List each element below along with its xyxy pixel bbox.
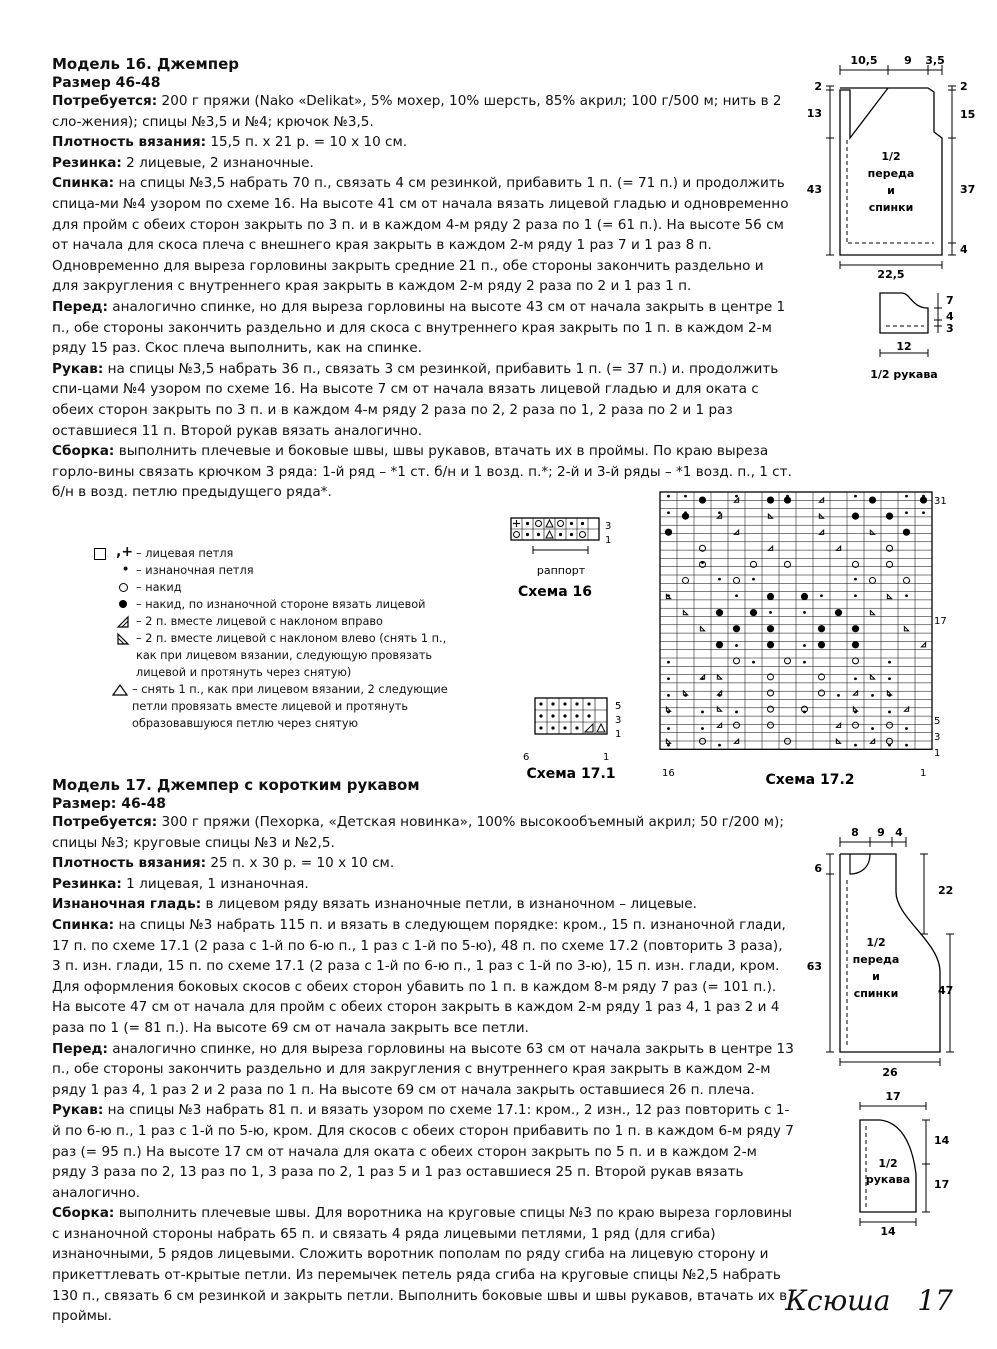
model16-para-text: 2 лицевые, 2 изнаночные. [121, 154, 314, 171]
purl-dot [905, 727, 908, 730]
k2tog-right-icon [116, 616, 130, 628]
k2tog-left-mark [700, 627, 704, 631]
model16-para-text: 15,5 п. х 21 р. = 10 х 10 см. [206, 134, 408, 151]
purl-dot [803, 661, 806, 664]
yarn-over-mark [700, 545, 706, 551]
legend-text-6: – 2 п. вместе лицевой с наклоном влево (снять 1 п., как при лицевом вязании, следующую провязать лицевой и протянуть через снятую) [136, 632, 447, 679]
k2tog-right-mark [853, 691, 857, 695]
purl-dot [667, 727, 670, 730]
model17-para-text: на спицы №3 набрать 81 п. и вязать узором по схеме 17.1: кром., 2 изн., 12 раз повторить с 1-й по 6-ю п., 1 раз с 1-й по 5-ю, кром. Для скосов с обеих сторон прибавить по 1 п. в каждом 6-м ряду 7 раз (= 95 п.) На высоте 17 см от начала для оката с обеих сторон закрыть по 5 п. и в каждом 2-м ряду 3 раза по 2, 13 раз по 1, 3 раза по 2, 1 раз 5 и 1 раз оставшиеся 25 п. Второй рукав вязать аналогично. [52, 1102, 794, 1201]
dim-left-mid: 13 [806, 107, 822, 120]
chart-label: 6 [523, 752, 530, 763]
yarn-over-mark [887, 722, 893, 728]
purl-dot [575, 726, 578, 729]
yarn-over-mark [904, 577, 910, 583]
purl-dot [559, 533, 562, 536]
chart-label: 3 [615, 715, 622, 726]
purl-dot [888, 711, 891, 714]
yarn-over-icon [119, 583, 128, 592]
purl-dot [735, 495, 738, 498]
model16-para [52, 359, 794, 441]
purl-dot [563, 714, 566, 717]
k2tog-left-mark [819, 514, 823, 518]
filled-yo-mark [852, 513, 859, 520]
page-number: 17 [917, 1284, 953, 1317]
sleeve17-label-1: 1/2 [878, 1157, 898, 1170]
yarn-over-mark [768, 722, 774, 728]
chart-label: 31 [934, 496, 947, 507]
model17-body [52, 812, 794, 1327]
chart-label: 1 [603, 752, 610, 763]
purl-dot [871, 727, 874, 730]
purl-dot [905, 495, 908, 498]
purl-dot [539, 726, 542, 729]
model17-para-text: на спицы №3 набрать 115 п. и вязать в следующем порядке: кром., 15 п. изнаночной глади, 17 п. по схеме 17.1 (2 раза с 1-й по 6-ю п., 1 раз с 1-й по 5-ю), 48 п. по схеме 17.2 (повторить 3 раза), 3 п. изн. глади, 15 п. по схеме 17.1 (2 раза с 1-й по 6-ю п., 1 раз с 1-й по 3-ю), 15 п. изн. глади, кром. Для оформления боковых скосов с обеих сторон убавить по 1 п. в каждом 8-м ряду 7 раз (= 101 п.). На высоте 47 см от начала для пройм с обеих сторон закрыть в каждом 2-м ряду 1 раз 4, 1 раз 2 и 4 раза по 1 (= 81 п.). На высоте 69 см от начала закрыть все петли. [52, 916, 786, 1036]
purl-dot [854, 594, 857, 597]
k2tog-left-mark [683, 610, 687, 614]
purl-dot [563, 726, 566, 729]
chart-label: 3 [934, 732, 941, 743]
k2tog-right-mark [836, 546, 840, 550]
chart-17-2 [652, 490, 962, 790]
purl-dot [803, 644, 806, 647]
knit-plus-icon: ,+ [116, 544, 134, 560]
model17-para-text: 25 п. х 30 р. = 10 х 10 см. [206, 855, 395, 872]
purl-dot [718, 578, 721, 581]
model17-para-label: Сборка: [52, 1205, 115, 1222]
purl-dot [735, 644, 738, 647]
model16-para [52, 153, 794, 174]
purl-dot [537, 533, 540, 536]
filled-yo-mark [784, 496, 791, 503]
k2tog-left-mark [836, 739, 840, 743]
k2tog-right-mark [734, 739, 738, 743]
purl-stitch-icon: • [122, 563, 130, 576]
filled-yo-mark [886, 513, 893, 520]
filled-yo-mark [767, 593, 774, 600]
chart-label: раппорт [536, 564, 586, 577]
sk2p-mark [546, 531, 553, 538]
model17-para-text: в лицевом ряду вязать изнаночные петли, в изнаночном – лицевые. [201, 896, 697, 913]
filled-yo-mark [682, 513, 689, 520]
model17-para-text: выполнить плечевые швы. Для воротника на круговые спицы №3 по краю выреза горловины с изнаночной стороны набрать 65 п. и связать 4 ряда лицевыми петлями, 1 ряд (для сгиба) изнаночными, 5 рядов лицевыми. Сложить воротник пополам по ряду сгиба на лицевую сторону и прикеттлевать от-крытые петли. Из перемычек петель ряда сгиба на круговые спицы №2,5 набрать 130 п., связать 6 см резинкой и закрыть петли. Выполнить боковые швы и швы рукавов, втачать их в проймы. [52, 1205, 793, 1325]
dim17-top-3: 4 [895, 826, 903, 839]
model16-section [52, 55, 794, 503]
filled-yo-mark [733, 625, 740, 632]
model16-para-label: Сборка: [52, 443, 115, 460]
yarn-over-mark [768, 706, 774, 712]
purl-dot [667, 495, 670, 498]
yarn-over-mark [734, 722, 740, 728]
dim-right-bottom: 4 [960, 243, 968, 256]
dim17-left-main: 63 [806, 960, 822, 973]
model16-title: Модель 16. Джемпер [52, 55, 240, 73]
yarn-over-mark [734, 577, 740, 583]
k2tog-left-mark [666, 739, 670, 743]
k2tog-left-mark [904, 627, 908, 631]
yarn-over-mark [580, 532, 586, 538]
model16-para [52, 173, 794, 297]
chart-label: 1 [615, 729, 622, 740]
dim-top-1: 10,5 [850, 54, 878, 67]
purl-dot [769, 611, 772, 614]
filled-yo-mark [767, 641, 774, 648]
sleeve-dim-bottom: 12 [896, 340, 912, 353]
sk2p-icon [112, 684, 128, 696]
purl-dot [752, 578, 755, 581]
purl-dot [587, 714, 590, 717]
body-label-3: и [887, 184, 895, 197]
legend-text-5: – 2 п. вместе лицевой с наклоном вправо [136, 615, 383, 628]
model16-para [52, 91, 794, 132]
filled-yo-mark [750, 609, 757, 616]
sleeve17-dim-2: 17 [934, 1178, 950, 1191]
model17-section [52, 776, 794, 1327]
legend-text-2: – изнаночная петля [136, 564, 254, 577]
purl-dot [905, 594, 908, 597]
purl-dot [575, 714, 578, 717]
purl-dot [718, 511, 721, 514]
k2tog-right-mark [768, 546, 772, 550]
filled-yo-mark [767, 496, 774, 503]
model17-para [52, 1100, 794, 1203]
model17-para-text: 300 г пряжи (Пехорка, «Детская новинка», 100% высокообъемный акрил; 50 г/200 м); спицы №3; круговые спицы №3 и №2,5. [52, 814, 784, 851]
k2tog-right-mark [870, 739, 874, 743]
chart-16 [505, 512, 625, 607]
chart-label: 1 [605, 535, 612, 546]
k2tog-right-mark [819, 498, 823, 502]
yarn-over-mark [536, 521, 542, 527]
schematic-model17 [800, 822, 970, 1242]
yarn-over-mark [768, 690, 774, 696]
purl-dot [667, 744, 670, 747]
chart-label: 17 [934, 616, 947, 627]
chart-label: 1 [920, 768, 927, 779]
yarn-over-mark [887, 545, 893, 551]
purl-dot [667, 661, 670, 664]
stitch-legend [92, 546, 472, 733]
model16-para-text: на спицы №3,5 набрать 70 п., связать 4 см резинкой, прибавить 1 п. (= 71 п.) и продолжить спица-ми №4 узором по схеме 16. На высоте 41 см от начала вязать лицевой гладью и одновременно для пройм с обеих сторон закрыть по 3 п. и в каждом 4-м ряду 2 раза по 1 (= 61 п.). На высоте 56 см от начала для скоса плеча с внешнего края закрыть в каждом 2-м ряду 1 раз 7 и 1 раз 8 п. Одновременно для выреза горловины закрыть средние 21 п., обе стороны закончить раздельно и для закругления с внутреннего края закрыть в каждом 2-м ряду 2 раза по 2 и 1 раз 1 п. [52, 175, 789, 295]
k2tog-right-mark [585, 724, 593, 732]
purl-dot [735, 594, 738, 597]
dim-left-top: 2 [814, 80, 822, 93]
chart-label: 5 [934, 716, 941, 727]
purl-dot [854, 744, 857, 747]
purl-dot [539, 702, 542, 705]
yarn-over-knit-wrong-side-icon [119, 600, 127, 608]
model16-para-text: на спицы №3,5 набрать 36 п., связать 3 см резинкой, прибавить 1 п. (= 37 п.) и. продолжить спи-цами №4 узором по схеме 16. На высоте 7 см от начала вязать лицевой гладью и для оката с обеих сторон закрыть по 3 п. и в каждом 4-м ряду 2 раза по 2, 2 раза по 1, 2 раза по 2 и 1 раз оставшиеся 11 п. Второй рукав вязать аналогично. [52, 360, 779, 439]
purl-dot [684, 495, 687, 498]
model17-para-label: Рукав: [52, 1102, 104, 1119]
model17-para-label: Перед: [52, 1040, 108, 1057]
sk2p-mark [546, 520, 553, 527]
model16-para-text: аналогично спинке, но для выреза горловины на высоте 43 см от начала закрыть в центре 1 п., обе стороны закончить раздельно и для скоса с внутреннего края закрыть по 1 п. в каждом 2-м ряду 15 раз. Скос плеча выполнить, как на спинке. [52, 298, 786, 357]
filled-yo-mark [818, 625, 825, 632]
k2tog-right-mark [921, 643, 925, 647]
sleeve-label: 1/2 рукава [870, 368, 938, 381]
purl-dot [526, 533, 529, 536]
purl-dot [581, 522, 584, 525]
purl-dot [718, 744, 721, 747]
model16-para-label: Резинка: [52, 154, 122, 171]
model16-para-label: Спинка: [52, 175, 115, 192]
filled-yo-mark [903, 529, 910, 536]
model17-para [52, 915, 794, 1039]
purl-dot [551, 714, 554, 717]
purl-dot [871, 694, 874, 697]
model17-size: Размер: 46-48 [52, 796, 167, 812]
sleeve-dim-3: 3 [946, 322, 954, 335]
model16-para-label: Рукав: [52, 360, 104, 377]
purl-dot [735, 711, 738, 714]
purl-dot [667, 677, 670, 680]
k2tog-right-mark [836, 723, 840, 727]
dim-top-3: 3,5 [925, 54, 945, 67]
purl-dot [587, 702, 590, 705]
model17-para [52, 853, 794, 874]
purl-dot [752, 661, 755, 664]
body17-label-1: 1/2 [866, 936, 886, 949]
chart-label: 5 [615, 701, 622, 712]
model17-para [52, 812, 794, 853]
model16-para-label: Плотность вязания: [52, 134, 207, 151]
k2tog-left-icon [116, 633, 130, 645]
sleeve17-dim-top: 17 [885, 1090, 901, 1103]
filled-yo-mark [716, 641, 723, 648]
purl-dot [905, 744, 908, 747]
dim-left-main: 43 [806, 183, 822, 196]
model17-para-label: Потребуется: [52, 814, 158, 830]
chart-label: 16 [662, 768, 675, 779]
model16-body [52, 91, 794, 503]
yarn-over-mark [734, 658, 740, 664]
schematic-model16 [800, 50, 976, 390]
purl-dot [570, 522, 573, 525]
dim17-bottom: 26 [882, 1066, 898, 1079]
body17-label-3: и [872, 970, 880, 983]
model16-size: Размер 46-48 [52, 75, 161, 91]
k2tog-left-mark [870, 675, 874, 679]
model17-para-label: Спинка: [52, 916, 115, 933]
k2tog-left-mark [717, 675, 721, 679]
k2tog-left-mark [870, 610, 874, 614]
filled-yo-mark [801, 593, 808, 600]
dim-top-2: 9 [904, 54, 912, 67]
k2tog-left-mark [768, 514, 772, 518]
purl-dot [701, 727, 704, 730]
yarn-over-mark [870, 577, 876, 583]
purl-dot [667, 511, 670, 514]
chart-17-1 [505, 692, 635, 787]
legend-text-3: – накид [136, 581, 182, 594]
purl-dot [803, 611, 806, 614]
dim17-right-main: 47 [938, 984, 954, 997]
model16-para-label: Перед: [52, 298, 108, 315]
magazine-name: Ксюша [785, 1284, 891, 1317]
dim-right-top: 2 [960, 80, 968, 93]
purl-dot [551, 726, 554, 729]
model17-para [52, 894, 794, 915]
filled-yo-mark [920, 496, 927, 503]
sk2p-mark [597, 724, 605, 732]
yarn-over-mark [514, 532, 520, 538]
model16-para-label: Потребуется: [52, 93, 158, 109]
filled-yo-mark [716, 609, 723, 616]
model17-para-text: 1 лицевая, 1 изнаночная. [121, 875, 309, 892]
model17-para [52, 874, 794, 895]
purl-dot [854, 578, 857, 581]
filled-yo-mark [818, 641, 825, 648]
dim-right-mid: 15 [960, 108, 976, 121]
sleeve-dim-1: 7 [946, 294, 954, 307]
purl-dot [539, 714, 542, 717]
filled-yo-mark [852, 641, 859, 648]
model17-para-label: Изнаночная гладь: [52, 896, 202, 913]
yarn-over-mark [887, 738, 893, 744]
dim17-top-1: 8 [851, 826, 859, 839]
yarn-over-mark [853, 722, 859, 728]
chart-label: Схема 16 [517, 584, 593, 600]
legend-text-1: – лицевая петля [136, 547, 234, 560]
filled-yo-mark [767, 625, 774, 632]
model17-para-label: Резинка: [52, 875, 122, 892]
yarn-over-mark [853, 658, 859, 664]
model17-para-label: Плотность вязания: [52, 855, 207, 872]
model16-para-text: 200 г пряжи (Nako «Delikat», 5% мохер, 10% шерсть, 85% акрил; 100 г/500 м; нить в 2 сло-жения); спицы №3,5 и №4; крючок №3,5. [52, 93, 782, 130]
model17-para-text: аналогично спинке, но для выреза горловины на высоте 63 см от начала закрыть в центре 13 п., обе стороны закончить раздельно и для закругления с внутреннего края закрыть в каждом 2-м ряду 1 раз 4, 1 раз 2 и 2 раза по 1 п. На высоте 69 см от начала закрыть оставшиеся 26 п. плеча. [52, 1040, 794, 1098]
chart-label: 1 [934, 748, 941, 759]
dim-right-main: 37 [960, 183, 976, 196]
purl-dot [837, 694, 840, 697]
body-label-2: переда [867, 167, 915, 180]
legend-text-7: – снять 1 п., как при лицевом вязании, 2 следующие петли провязать вместе лицевой и протянуть образовавшуюся петлю через снятую [132, 683, 448, 730]
dim-bottom: 22,5 [877, 268, 905, 281]
yarn-over-mark [700, 738, 706, 744]
dim17-top-2: 9 [877, 826, 885, 839]
purl-dot [905, 511, 908, 514]
chart-label: 3 [605, 521, 612, 532]
purl-dot [854, 495, 857, 498]
body-label-4: спинки [868, 201, 914, 214]
k2tog-right-mark [717, 723, 721, 727]
sleeve-dim-2: 4 [946, 310, 954, 323]
yarn-over-mark [819, 690, 825, 696]
filled-yo-mark [835, 609, 842, 616]
filled-yo-mark [665, 529, 672, 536]
model16-para [52, 297, 794, 359]
purl-dot [575, 702, 578, 705]
yarn-over-mark [683, 577, 689, 583]
yarn-over-mark [558, 521, 564, 527]
dim17-right-top: 22 [938, 884, 954, 897]
model16-para [52, 132, 794, 153]
filled-yo-mark [699, 496, 706, 503]
k2tog-left-mark [887, 594, 891, 598]
purl-dot [667, 694, 670, 697]
purl-dot [888, 661, 891, 664]
purl-dot [563, 702, 566, 705]
filled-yo-mark [852, 625, 859, 632]
legend-text-4: – накид, по изнаночной стороне вязать лицевой [136, 598, 426, 611]
knit-stitch-icon [94, 548, 106, 560]
purl-dot [922, 511, 925, 514]
dim17-left-top: 6 [814, 862, 822, 875]
sleeve17-dim-1: 14 [934, 1134, 950, 1147]
model17-para [52, 1039, 794, 1101]
purl-dot [854, 677, 857, 680]
purl-dot [570, 533, 573, 536]
purl-dot [551, 702, 554, 705]
model17-para [52, 1203, 794, 1327]
model17-title: Модель 17. Джемпер с коротким рукавом [52, 776, 420, 794]
purl-dot [701, 711, 704, 714]
yarn-over-mark [785, 738, 791, 744]
model16-para-text: выполнить плечевые и боковые швы, швы рукавов, втачать их в проймы. По краю выреза горло-вины связать крючком 3 ряда: 1-й ряд – *1 ст. б/н и 1 возд. п.*; 2-й и 3-й ряды – *1 возд. п., 1 ст. б/н в возд. петлю предыдущего ряда*. [52, 443, 792, 501]
purl-dot [526, 522, 529, 525]
page-footer [785, 1284, 953, 1317]
yarn-over-mark [785, 658, 791, 664]
body17-label-4: спинки [853, 987, 899, 1000]
k2tog-right-mark [717, 514, 721, 518]
filled-yo-mark [869, 496, 876, 503]
sleeve17-label-2: рукава [865, 1173, 911, 1186]
body-label-1: 1/2 [881, 150, 901, 163]
purl-dot [820, 594, 823, 597]
purl-dot [888, 677, 891, 680]
k2tog-right-mark [734, 498, 738, 502]
body17-label-2: переда [852, 953, 900, 966]
sleeve17-dim-bottom: 14 [880, 1225, 896, 1238]
chart-label: Схема 17.2 [765, 772, 855, 788]
chart-label: Схема 17.1 [526, 766, 616, 782]
